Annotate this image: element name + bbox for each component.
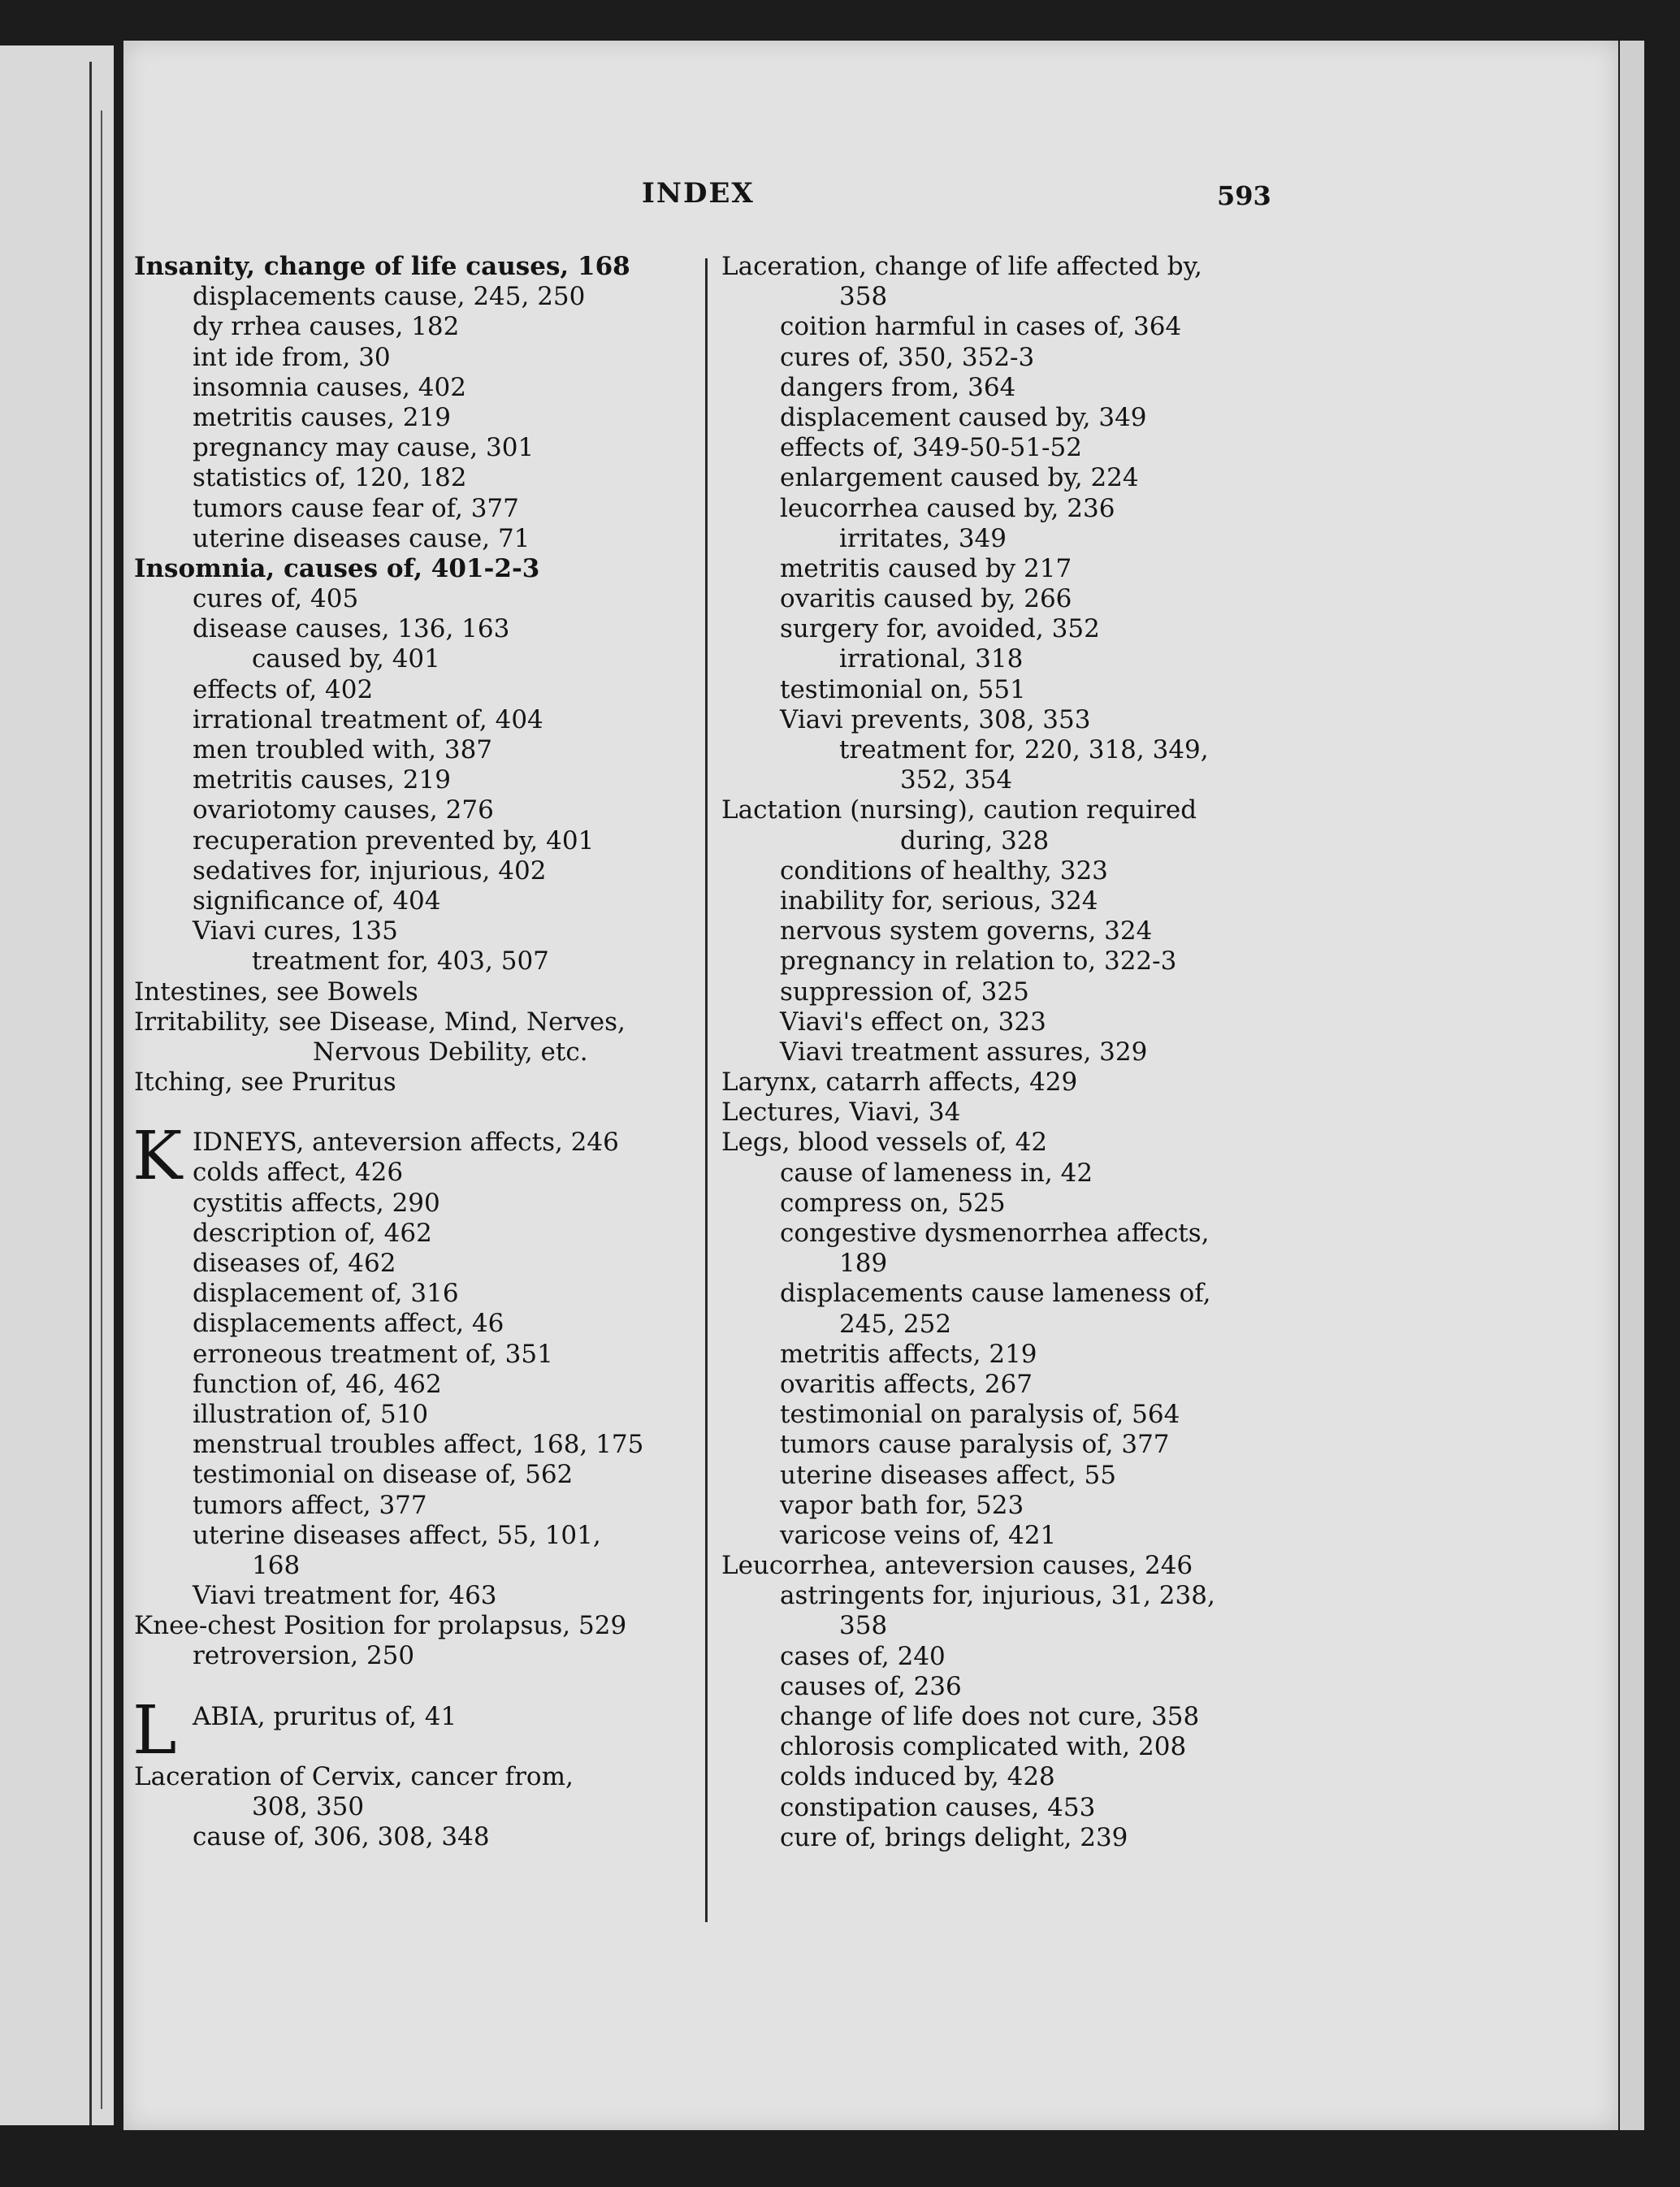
index-entry: Irritability, see Disease, Mind, Nerves, — [134, 1007, 626, 1037]
index-subentry: congestive dysmenorrhea affects, — [780, 1219, 1210, 1248]
index-subentry: metritis affects, 219 — [780, 1339, 1037, 1369]
index-subentry: 358 — [839, 1611, 888, 1641]
page-edge — [1620, 41, 1644, 2130]
index-subentry: 352, 354 — [900, 765, 1013, 795]
index-subentry: metritis causes, 219 — [193, 402, 451, 432]
index-subentry: metritis caused by 217 — [780, 553, 1072, 583]
index-entry: Intestines, see Bowels — [134, 977, 418, 1007]
index-subentry: function of, 46, 462 — [193, 1369, 442, 1399]
index-subentry: irritates, 349 — [839, 523, 1007, 553]
index-entry: Insanity, change of life causes, 168 — [134, 252, 630, 281]
index-subentry: uterine diseases affect, 55 — [780, 1460, 1117, 1490]
index-entry: Knee-chest Position for prolapsus, 529 — [134, 1611, 627, 1641]
column-divider — [705, 258, 708, 1922]
index-subentry: dangers from, 364 — [780, 372, 1016, 402]
index-subentry: irrational treatment of, 404 — [193, 704, 543, 734]
index-column-right — [721, 252, 1327, 1853]
binding-line — [89, 62, 92, 2125]
index-subentry: tumors cause paralysis of, 377 — [780, 1430, 1170, 1460]
index-subentry: tumors cause fear of, 377 — [193, 493, 519, 523]
index-subentry: change of life does not cure, 358 — [780, 1702, 1200, 1731]
index-entry-text: IDNEYS, anteversion affects, 246 — [193, 1128, 619, 1158]
index-entry: Laceration, change of life affected by, — [721, 252, 1202, 281]
index-subentry: cures of, 405 — [193, 584, 359, 614]
index-subentry: 189 — [839, 1249, 888, 1279]
section-gap — [134, 1672, 695, 1702]
index-subentry: treatment for, 220, 318, 349, — [839, 735, 1209, 764]
index-subentry: Viavi treatment for, 463 — [193, 1581, 497, 1611]
index-subentry: Nervous Debility, etc. — [313, 1037, 588, 1067]
index-subentry: pregnancy in relation to, 322-3 — [780, 946, 1177, 977]
index-subentry: colds induced by, 428 — [780, 1762, 1055, 1792]
index-subentry: conditions of healthy, 323 — [780, 855, 1108, 886]
index-subentry: cases of, 240 — [780, 1641, 946, 1671]
index-subentry: nervous system governs, 324 — [780, 916, 1153, 946]
index-subentry: during, 328 — [900, 825, 1050, 855]
index-subentry: cause of, 306, 308, 348 — [193, 1822, 490, 1852]
index-subentry: uterine diseases affect, 55, 101, — [193, 1520, 601, 1550]
index-entry: Lactation (nursing), caution required — [721, 795, 1197, 825]
index-subentry: displacements cause lameness of, — [780, 1279, 1211, 1309]
index-subentry: ovariotomy causes, 276 — [193, 795, 494, 825]
index-subentry: 358 — [839, 282, 888, 312]
index-entry: Insomnia, causes of, 401-2-3 — [134, 553, 540, 583]
index-subentry: int ide from, 30 — [193, 342, 391, 372]
index-subentry: chlorosis complicated with, 208 — [780, 1732, 1187, 1762]
index-subentry: cystitis affects, 290 — [193, 1188, 440, 1218]
index-subentry: pregnancy may cause, 301 — [193, 433, 535, 463]
index-subentry: erroneous treatment of, 351 — [193, 1339, 553, 1369]
index-subentry: Viavi cures, 135 — [193, 916, 398, 946]
index-subentry: suppression of, 325 — [780, 977, 1029, 1007]
index-subentry: inability for, serious, 324 — [780, 886, 1098, 916]
index-subentry: coition harmful in cases of, 364 — [780, 312, 1182, 342]
index-subentry: cures of, 350, 352-3 — [780, 342, 1035, 372]
index-subentry: ovaritis affects, 267 — [780, 1369, 1033, 1399]
index-subentry: surgery for, avoided, 352 — [780, 614, 1100, 644]
index-subentry: colds affect, 426 — [193, 1158, 404, 1188]
index-subentry: disease causes, 136, 163 — [193, 614, 510, 644]
index-subentry: constipation causes, 453 — [780, 1792, 1096, 1822]
index-subentry: tumors affect, 377 — [193, 1490, 427, 1520]
index-subentry: uterine diseases cause, 71 — [193, 523, 530, 553]
index-subentry: diseases of, 462 — [193, 1249, 396, 1278]
index-subentry: Viavi's effect on, 323 — [780, 1007, 1046, 1037]
index-subentry: description of, 462 — [193, 1218, 432, 1248]
index-subentry: caused by, 401 — [252, 644, 440, 674]
index-entry: Lectures, Viavi, 34 — [721, 1098, 961, 1128]
index-subentry: displacements affect, 46 — [193, 1309, 504, 1339]
index-subentry: ovaritis caused by, 266 — [780, 584, 1072, 614]
index-subentry: effects of, 349-50-51-52 — [780, 433, 1082, 463]
index-subentry: displacement of, 316 — [193, 1279, 459, 1309]
index-entry: Itching, see Pruritus — [134, 1068, 396, 1098]
section-gap — [134, 1098, 695, 1128]
index-subentry: leucorrhea caused by, 236 — [780, 493, 1115, 523]
drop-cap-letter: L — [132, 1691, 177, 1769]
index-subentry: sedatives for, injurious, 402 — [193, 855, 547, 886]
section-gap — [134, 1732, 695, 1762]
page-number: 593 — [1217, 180, 1271, 211]
index-subentry: compress on, 525 — [780, 1188, 1006, 1218]
index-subentry: displacements cause, 245, 250 — [193, 282, 586, 312]
binding-line — [101, 110, 102, 2109]
index-subentry: statistics of, 120, 182 — [193, 463, 467, 493]
drop-cap-letter: K — [132, 1118, 183, 1196]
index-section-heading — [132, 1691, 695, 1769]
index-subentry: effects of, 402 — [193, 674, 374, 704]
index-subentry: metritis causes, 219 — [193, 765, 451, 795]
index-subentry: varicose veins of, 421 — [780, 1520, 1057, 1550]
index-subentry: Viavi treatment assures, 329 — [780, 1037, 1148, 1067]
index-subentry: illustration of, 510 — [193, 1399, 429, 1429]
index-subentry: significance of, 404 — [193, 886, 441, 916]
index-entry: Leucorrhea, anteversion causes, 246 — [721, 1551, 1193, 1581]
index-subentry: menstrual troubles affect, 168, 175 — [193, 1430, 644, 1460]
index-subentry: cure of, brings delight, 239 — [780, 1822, 1128, 1852]
index-entry-text: ABIA, pruritus of, 41 — [193, 1701, 457, 1731]
index-subentry: 308, 350 — [252, 1792, 365, 1821]
index-subentry: treatment for, 403, 507 — [252, 946, 549, 977]
index-subentry: 168 — [252, 1550, 301, 1580]
index-entry: Laceration of Cervix, cancer from, — [134, 1761, 574, 1791]
index-subentry: causes of, 236 — [780, 1671, 962, 1701]
index-entry: Legs, blood vessels of, 42 — [721, 1128, 1048, 1158]
index-subentry: dy rrhea causes, 182 — [193, 312, 460, 342]
index-subentry: Viavi prevents, 308, 353 — [780, 704, 1091, 734]
index-subentry: astringents for, injurious, 31, 238, — [780, 1581, 1215, 1611]
index-subentry: irrational, 318 — [839, 644, 1024, 674]
index-subentry: testimonial on disease of, 562 — [193, 1460, 574, 1490]
index-subentry: cause of lameness in, 42 — [780, 1158, 1093, 1188]
index-entry: Larynx, catarrh affects, 429 — [721, 1068, 1078, 1098]
index-subentry: 245, 252 — [839, 1309, 952, 1339]
index-subentry: retroversion, 250 — [193, 1641, 415, 1671]
index-subentry: insomnia causes, 402 — [193, 372, 466, 402]
index-column-left — [134, 252, 695, 1852]
adjacent-page-edge — [0, 45, 114, 2125]
index-subentry: testimonial on, 551 — [780, 674, 1026, 704]
index-subentry: men troubled with, 387 — [193, 735, 493, 764]
page-title: INDEX — [642, 177, 755, 210]
index-subentry: recuperation prevented by, 401 — [193, 825, 595, 855]
index-subentry: displacement caused by, 349 — [780, 402, 1147, 432]
index-subentry: vapor bath for, 523 — [780, 1490, 1024, 1520]
index-subentry: testimonial on paralysis of, 564 — [780, 1400, 1180, 1430]
index-subentry: enlargement caused by, 224 — [780, 463, 1139, 493]
